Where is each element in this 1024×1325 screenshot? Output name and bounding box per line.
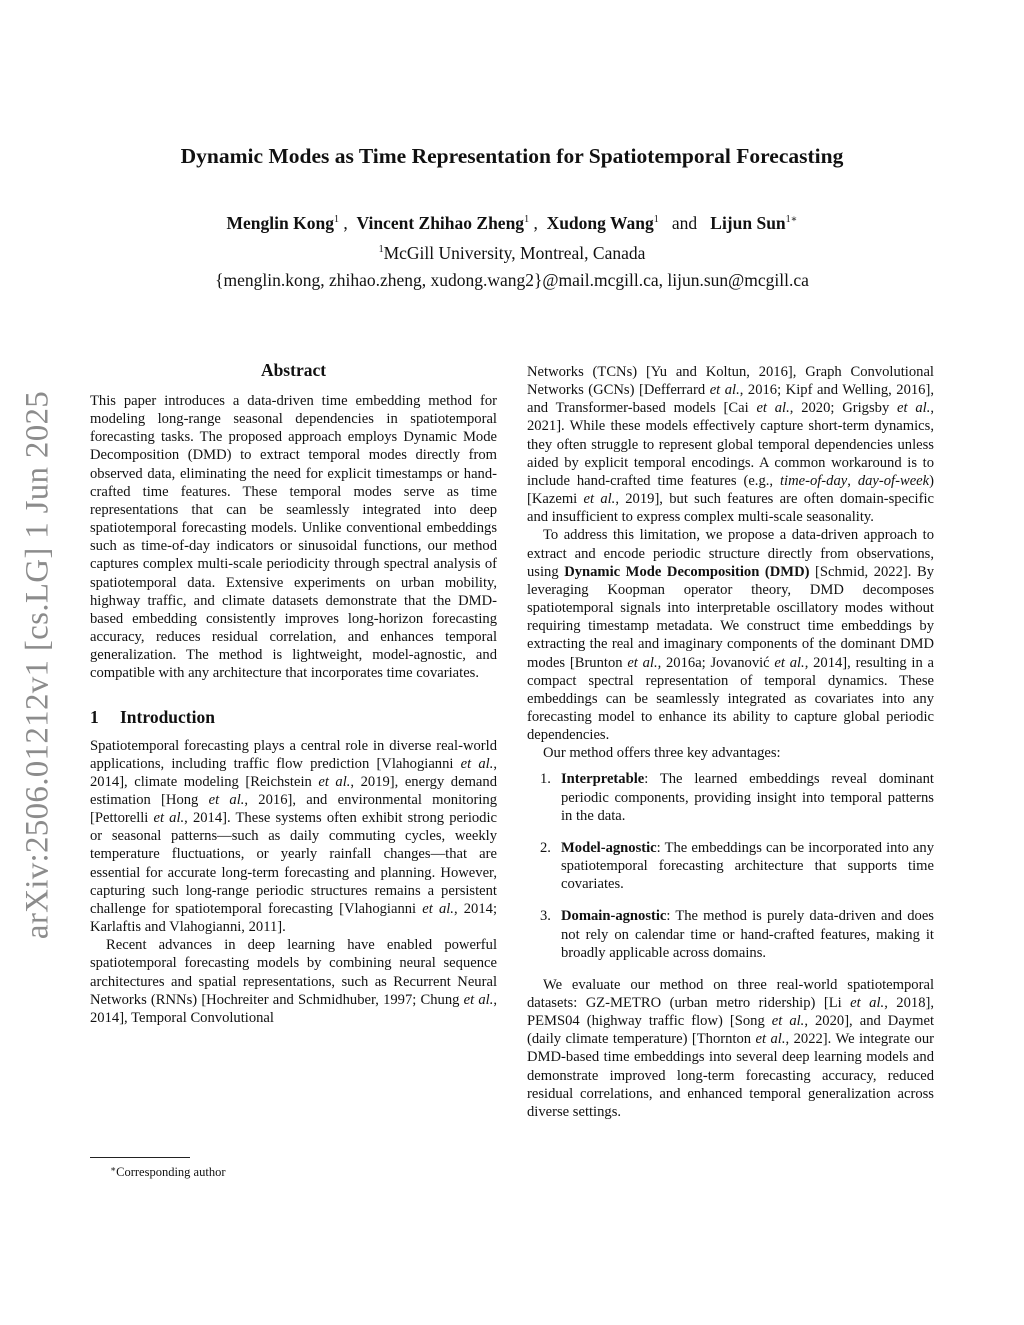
intro-paragraph-5: We evaluate our method on three real-world spatiotemporal datasets: GZ-METRO (urban metro ridership) [Li et al., 2018], PEMS04 (highway traffic flow) [Song et al., 2020], and Daymet (daily climate temperature) [Thornton et al., 2022]. We integrate our DMD-based time embeddings into several deep learning models and demonstrate improved long-term forecasting accuracy, reduced residual correlations, and enhanced temporal generalization across diverse settings. [527,976,935,1120]
list-item-number: 1. [540,771,551,788]
footnote-mark: ∗ [110,1164,117,1174]
section-title: Introduction [120,706,215,727]
section-number: 1 [90,706,99,727]
author-separator: , [343,213,348,233]
intro-paragraph-2: Recent advances in deep learning have enabled powerful spatiotemporal forecasting models by combining neural sequence architectures and spatial representations, such as Recurrent Neural Networks (RNNs) [Hochreiter and Schmidhuber, 1997; Chung et al., 2014], Temporal Convolutional [90,937,497,1026]
footnote-text: Corresponding author [116,1165,226,1179]
author-name: Xudong Wang [546,213,654,233]
list-item-number: 3. [540,908,551,925]
paper-title: Dynamic Modes as Time Representation for Spatiotemporal Forecasting [180,144,844,168]
author-emails: {menglin.kong, zhihao.zheng, xudong.wang2}@mail.mcgill.ca, lijun.sun@mcgill.ca [215,270,809,290]
author-name: Menglin Kong [226,213,334,233]
author-affiliation-mark: 1 [524,214,530,225]
footnote [110,1161,225,1180]
abstract-text: This paper introduces a data-driven time embedding method for modeling long-range seasonal dependencies in spatiotemporal forecasting tasks. The proposed approach employs Dynamic Mode Decomposition (DMD) to extract temporal modes directly from observed data, eliminating the need for explicit timestamps or hand-crafted time features. These temporal modes serve as time representations that can be seamlessly integrated into deep spatiotemporal forecasting models. Unlike conventional embeddings such as time-of-day indicators or sinusoidal functions, our method captures complex multi-scale periodicity through spectral analysis of spatiotemporal data. Extensive experiments on urban mobility, highway traffic, and climate datasets demonstrate that the DMD-based embedding consistently improves long-horizon forecasting accuracy, reduces residual correlation, and enhances temporal generalization. The method is lightweight, model-agnostic, and compatible with any architecture that incorporates time covariates. [90,393,497,682]
list-item [527,839,934,893]
abstract-heading: Abstract [260,360,327,380]
advantages-intro: Our method offers three key advantages: [543,745,781,762]
footnote-divider [90,1157,190,1158]
intro-paragraph-1: Spatiotemporal forecasting plays a central role in diverse real-world applications, including traffic flow prediction [Vlahogianni et al., 2014], climate modeling [Reichstein et al., 2019], energy demand estimation [Hong et al., 2016], and environmental monitoring [Pettorelli et al., 2014]. These systems often exhibit strong periodic or seasonal patterns—such as daily commuting cycles, weekly temperature fluctuations, or yearly rainfall changes—that are essential for accurate long-term forecasting and planning. However, capturing such long-range periodic structures remains a persistent challenge for spatiotemporal forecasting [Vlahogianni et al., 2014; Karlaftis and Vlahogianni, 2011]. [90,737,498,936]
author-affiliation-mark: 1∗ [785,214,798,225]
section-heading-introduction [90,707,497,727]
affiliation [0,243,1024,264]
intro-paragraph-4: To address this limitation, we propose a data-driven approach to extract and encode periodic structure directly from observations, using Dynamic Mode Decomposition (DMD) [Schmid, 2022]. By leveraging Koopman operator theory, DMD decomposes spatiotemporal signals into interpretable oscillatory modes without requiring timestamp metadata. We construct time embeddings by extracting the real and imaginary components of the dominant DMD modes [Brunton et al., 2016a; Jovanović et al., 2014], resulting in a compact spectral representation of temporal dynamics. These embeddings can be seamlessly integrated as covariates into any forecasting model to enhance its ability to capture global periodic dependencies. [527,527,934,744]
author-separator: , [533,213,538,233]
author-name: Lijun Sun [710,213,786,233]
left-column [90,360,497,1027]
author-name: Vincent Zhihao Zheng [356,213,525,233]
affiliation-mark: 1 [378,244,384,255]
arxiv-identifier-text: arXiv:2506.01212v1 [cs.LG] 1 Jun 2025 [19,390,56,940]
author-and: and [671,213,698,233]
author-affiliation-mark: 1 [333,214,339,225]
advantages-list [527,770,934,961]
list-item-text: Interpretable: The learned embeddings reveal dominant periodic components, providing insight into temporal patterns in the data. [561,771,934,824]
list-item [527,770,934,824]
list-item-number: 2. [540,839,551,856]
right-column [527,363,934,1121]
intro-paragraph-3: Networks (TCNs) [Yu and Koltun, 2016], Graph Convolutional Networks (GCNs) [Defferrard et al., 2016; Kipf and Welling, 2016], and Transformer-based models [Cai et al., 2020; Grigsby et al., 2021]. While these models effectively capture short-term dynamics, they often struggle to represent global temporal dependencies unless aided by explicit temporal encodings. A common workaround is to include hand-crafted time features (e.g., time-of-day, day-of-week) [Kazemi et al., 2019], but such features are often domain-specific and insufficient to express complex multi-scale seasonality. [527,364,935,526]
list-item-text: Domain-agnostic: The method is purely data-driven and does not rely on calendar time or hand-crafted features, making it broadly applicable across domains. [561,908,934,961]
list-item [527,907,934,961]
list-item-text: Model-agnostic: The embeddings can be incorporated into any spatiotemporal forecasting architecture that supports time covariates. [561,839,934,893]
arxiv-identifier-stamp [8,385,68,945]
affiliation-text: McGill University, Montreal, Canada [383,243,646,263]
author-affiliation-mark: 1 [653,214,659,225]
author-list [0,213,1024,234]
